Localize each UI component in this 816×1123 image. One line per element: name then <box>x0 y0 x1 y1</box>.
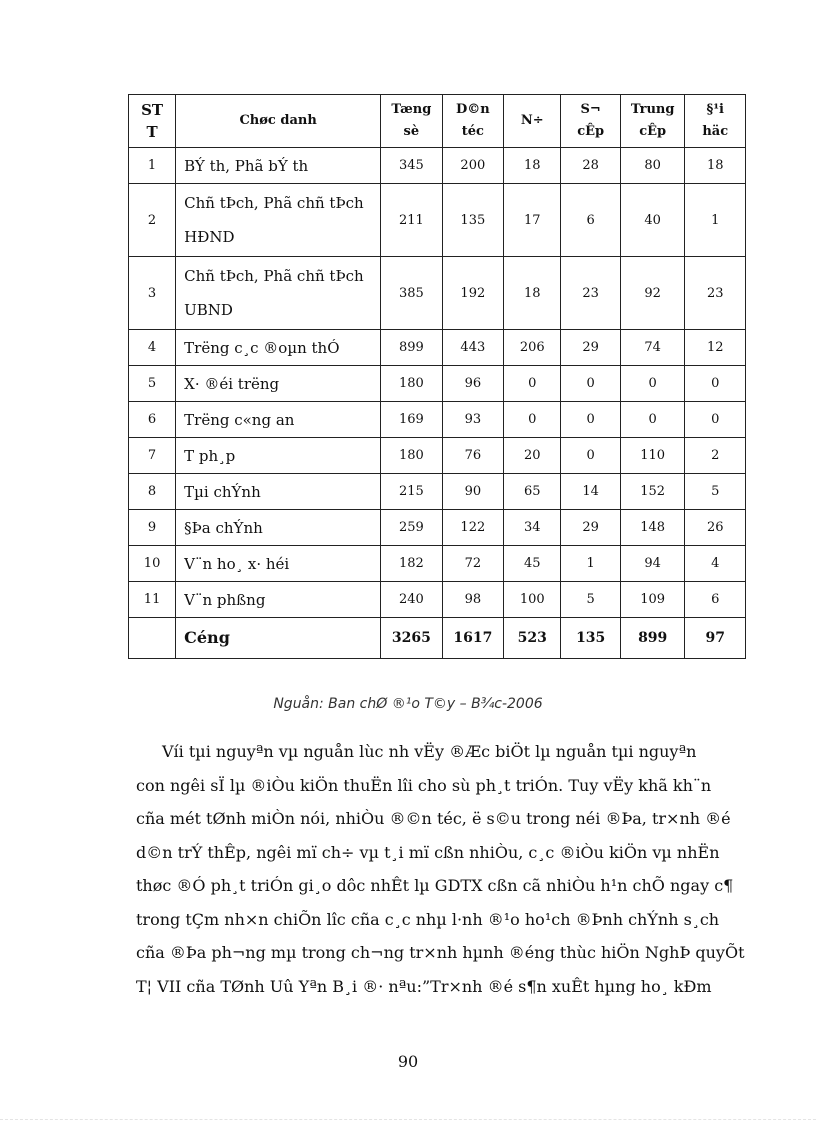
cell-stt <box>129 618 176 659</box>
cell-title: V¨n ho¸ x· héi <box>176 546 381 582</box>
cell-stt: 8 <box>129 474 176 510</box>
table-total-row <box>129 618 746 659</box>
table-row <box>129 148 746 184</box>
table-row <box>129 474 746 510</box>
header-elementary: S¬ cÊp <box>561 95 620 148</box>
cell-stt: 2 <box>129 184 176 257</box>
cell-female: 18 <box>504 148 561 184</box>
cell-elementary: 23 <box>561 257 620 330</box>
cell-stt: 5 <box>129 366 176 402</box>
cell-female: 45 <box>504 546 561 582</box>
cell-elementary: 5 <box>561 582 620 618</box>
cell-total: 259 <box>381 510 442 546</box>
cell-title: Céng <box>176 618 381 659</box>
paragraph-line: d©n trÝ thÊp, ngêi mï ch÷ vµ t¸i mï cßn nhiÒu, c¸c ®iÒu kiÖn vµ nhËn <box>136 842 720 862</box>
cell-title: Chñ tÞch, Phã chñ tÞch HĐND <box>176 184 381 257</box>
cell-ethnic: 90 <box>442 474 503 510</box>
cell-intermediate: 152 <box>620 474 685 510</box>
cell-university: 0 <box>685 366 746 402</box>
cell-elementary: 0 <box>561 366 620 402</box>
cell-elementary: 14 <box>561 474 620 510</box>
cell-stt: 9 <box>129 510 176 546</box>
cell-stt: 3 <box>129 257 176 330</box>
cell-total: 182 <box>381 546 442 582</box>
cell-title: Trëng c¸c ®oµn thÓ <box>176 330 381 366</box>
cell-total: 180 <box>381 366 442 402</box>
cell-elementary: 135 <box>561 618 620 659</box>
cell-intermediate: 92 <box>620 257 685 330</box>
cell-ethnic: 76 <box>442 438 503 474</box>
cell-university: 4 <box>685 546 746 582</box>
paragraph-line: cña mét tØnh miÒn nói, nhiÒu ®©n téc, ë s©u trong néi ®Þa, tr×nh ®é <box>136 809 731 828</box>
paragraph-line: Víi tµi nguyªn vµ nguån lùc nh vËy ®Æc biÖt lµ nguån tµi nguyªn <box>162 742 697 761</box>
header-total: Tæng sè <box>381 95 442 148</box>
cell-elementary: 0 <box>561 402 620 438</box>
cell-elementary: 29 <box>561 510 620 546</box>
page-bottom-rule <box>0 1119 816 1120</box>
cell-title: X· ®éi trëng <box>176 366 381 402</box>
cell-ethnic: 443 <box>442 330 503 366</box>
cell-university: 12 <box>685 330 746 366</box>
cell-female: 34 <box>504 510 561 546</box>
page-number: 90 <box>397 1052 419 1071</box>
cell-total: 169 <box>381 402 442 438</box>
table-row <box>129 510 746 546</box>
cell-ethnic: 135 <box>442 184 503 257</box>
cell-total: 215 <box>381 474 442 510</box>
cell-total: 345 <box>381 148 442 184</box>
cell-stt: 6 <box>129 402 176 438</box>
cell-stt: 11 <box>129 582 176 618</box>
cell-university: 6 <box>685 582 746 618</box>
source-note: Nguån: Ban chØ ®¹o T©y – B¾c-2006 <box>273 696 543 712</box>
cell-female: 0 <box>504 402 561 438</box>
cell-total: 3265 <box>381 618 442 659</box>
cell-ethnic: 200 <box>442 148 503 184</box>
cell-total: 240 <box>381 582 442 618</box>
cell-elementary: 28 <box>561 148 620 184</box>
cell-title: T ph¸p <box>176 438 381 474</box>
table-row <box>129 438 746 474</box>
cell-ethnic: 93 <box>442 402 503 438</box>
cell-female: 18 <box>504 257 561 330</box>
cell-ethnic: 96 <box>442 366 503 402</box>
cell-intermediate: 899 <box>620 618 685 659</box>
cell-stt: 10 <box>129 546 176 582</box>
cell-elementary: 29 <box>561 330 620 366</box>
cell-university: 1 <box>685 184 746 257</box>
cell-elementary: 1 <box>561 546 620 582</box>
paragraph-line: trong tÇm nh×n chiÕn lîc cña c¸c nhµ l·nh ®¹o ho¹ch ®Þnh chÝnh s¸ch <box>136 909 720 929</box>
statistics-table <box>128 94 746 659</box>
table-row <box>129 582 746 618</box>
table-row <box>129 330 746 366</box>
cell-total: 385 <box>381 257 442 330</box>
paragraph-line: T¦ VII cña TØnh Uû Yªn B¸i ®· nªu:”Tr×nh ®é s¶n xuÊt hµng ho¸ kÐm <box>136 976 712 996</box>
cell-intermediate: 94 <box>620 546 685 582</box>
header-title: Chøc danh <box>176 95 381 148</box>
cell-university: 0 <box>685 402 746 438</box>
cell-university: 18 <box>685 148 746 184</box>
cell-intermediate: 109 <box>620 582 685 618</box>
cell-intermediate: 40 <box>620 184 685 257</box>
cell-ethnic: 98 <box>442 582 503 618</box>
header-ethnic: D©n téc <box>442 95 503 148</box>
body-paragraph <box>136 735 748 1003</box>
cell-total: 899 <box>381 330 442 366</box>
header-intermediate: Trung cÊp <box>620 95 685 148</box>
cell-title: §Þa chÝnh <box>176 510 381 546</box>
cell-female: 0 <box>504 366 561 402</box>
cell-title: Trëng c«ng an <box>176 402 381 438</box>
cell-stt: 4 <box>129 330 176 366</box>
cell-female: 523 <box>504 618 561 659</box>
cell-university: 2 <box>685 438 746 474</box>
cell-ethnic: 122 <box>442 510 503 546</box>
cell-stt: 7 <box>129 438 176 474</box>
cell-total: 180 <box>381 438 442 474</box>
cell-intermediate: 74 <box>620 330 685 366</box>
cell-stt: 1 <box>129 148 176 184</box>
table-row <box>129 402 746 438</box>
table-row <box>129 546 746 582</box>
cell-elementary: 0 <box>561 438 620 474</box>
header-university: §¹i häc <box>685 95 746 148</box>
cell-intermediate: 110 <box>620 438 685 474</box>
cell-ethnic: 1617 <box>442 618 503 659</box>
paragraph-line: thøc ®Ó ph¸t triÓn gi¸o dôc nhÊt lµ GDTX cßn cã nhiÒu h¹n chÕ ngay c¶ <box>136 876 734 895</box>
cell-female: 17 <box>504 184 561 257</box>
cell-title: Chñ tÞch, Phã chñ tÞch UBND <box>176 257 381 330</box>
table-header-row <box>129 95 746 148</box>
cell-title: Tµi chÝnh <box>176 474 381 510</box>
table-row <box>129 184 746 257</box>
cell-female: 206 <box>504 330 561 366</box>
cell-intermediate: 148 <box>620 510 685 546</box>
header-stt: ST T <box>129 95 176 148</box>
header-female: N÷ <box>504 95 561 148</box>
cell-intermediate: 0 <box>620 402 685 438</box>
cell-female: 100 <box>504 582 561 618</box>
cell-title: V¨n phßng <box>176 582 381 618</box>
cell-university: 23 <box>685 257 746 330</box>
cell-female: 20 <box>504 438 561 474</box>
cell-title: BÝ th, Phã bÝ th <box>176 148 381 184</box>
cell-elementary: 6 <box>561 184 620 257</box>
table-row <box>129 257 746 330</box>
cell-university: 97 <box>685 618 746 659</box>
paragraph-line: con ngêi sÏ lµ ®iÒu kiÖn thuËn lîi cho sù ph¸t triÓn. Tuy vËy khã kh¨n <box>136 775 712 795</box>
cell-ethnic: 72 <box>442 546 503 582</box>
paragraph-line: cña ®Þa ph¬ng mµ trong ch¬ng tr×nh hµnh ®éng thùc hiÖn NghÞ quyÕt <box>136 943 745 962</box>
cell-university: 5 <box>685 474 746 510</box>
cell-female: 65 <box>504 474 561 510</box>
cell-ethnic: 192 <box>442 257 503 330</box>
cell-total: 211 <box>381 184 442 257</box>
cell-university: 26 <box>685 510 746 546</box>
cell-intermediate: 0 <box>620 366 685 402</box>
cell-intermediate: 80 <box>620 148 685 184</box>
table-row <box>129 366 746 402</box>
